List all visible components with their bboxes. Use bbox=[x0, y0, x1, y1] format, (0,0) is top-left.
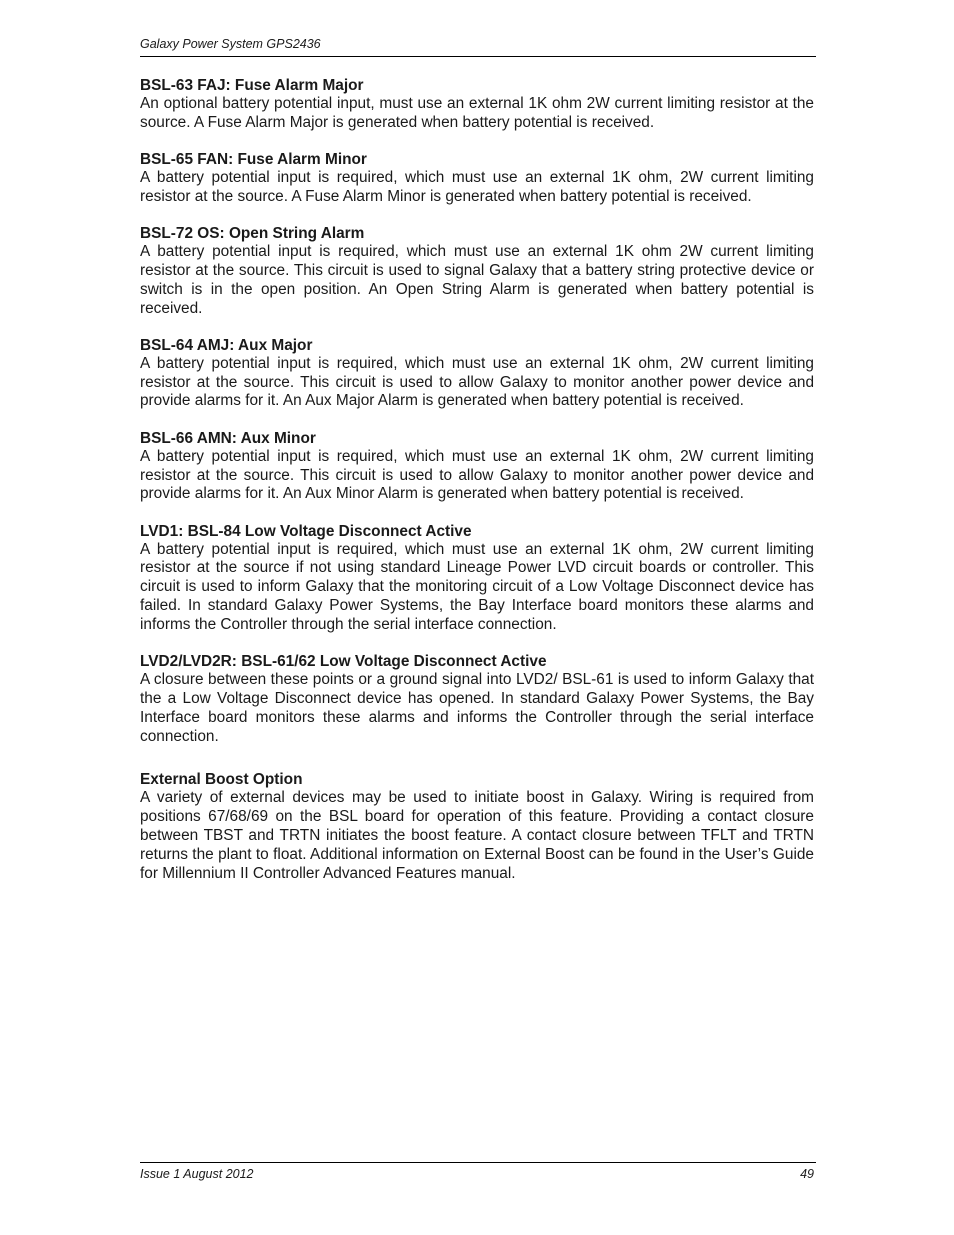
section-lvd2 bbox=[140, 652, 814, 746]
section-heading: LVD1: BSL-84 Low Voltage Disconnect Active bbox=[140, 522, 472, 540]
section-paragraph: An optional battery potential input, must use an external 1K ohm 2W current limiting resistor at the source. A Fuse Alarm Major is generated when battery potential is received. bbox=[140, 95, 814, 131]
section-fuse-alarm-minor bbox=[140, 150, 814, 207]
section-heading: BSL-66 AMN: Aux Minor bbox=[140, 429, 316, 447]
section-open-string-alarm bbox=[140, 224, 814, 318]
section-paragraph: A battery potential input is required, which must use an external 1K ohm, 2W current limiting resistor at the source. This circuit is used to allow Galaxy to monitor another power device and provide alarms for it. An Aux Minor Alarm is generated when battery potential is received. bbox=[140, 447, 814, 503]
page-footer bbox=[140, 1162, 816, 1185]
page-header bbox=[140, 36, 816, 57]
section-fuse-alarm-major bbox=[140, 76, 814, 133]
section-external-boost bbox=[140, 770, 814, 883]
section-paragraph: A battery potential input is required, which must use an external 1K ohm 2W current limiting resistor at the source. This circuit is used to signal Galaxy that a battery string protective device or switch is in the open position. An Open String Alarm is generated when battery potential is received. bbox=[140, 243, 814, 317]
section-heading: BSL-65 FAN: Fuse Alarm Minor bbox=[140, 151, 367, 169]
section-paragraph: A closure between these points or a ground signal into LVD2/ BSL-61 is used to inform Galaxy that the a Low Voltage Disconnect device has opened. In standard Galaxy Power Systems, the Bay Interface board monitors these alarms and informs the Controller through the serial interface connection. bbox=[140, 671, 814, 745]
section-paragraph: A battery potential input is required, which must use an external 1K ohm, 2W current limiting resistor at the source. A Fuse Alarm Minor is generated when battery potential is received. bbox=[140, 169, 814, 205]
section-paragraph: A battery potential input is required, which must use an external 1K ohm, 2W current limiting resistor at the source. This circuit is used to allow Galaxy to monitor another power device and provide alarms for it. An Aux Major Alarm is generated when battery potential is received. bbox=[140, 354, 814, 410]
section-aux-minor bbox=[140, 429, 814, 504]
section-heading: BSL-72 OS: Open String Alarm bbox=[140, 225, 365, 243]
issue-date: Issue 1 August 2012 bbox=[140, 1167, 254, 1181]
document-body bbox=[140, 76, 814, 901]
section-heading: LVD2/LVD2R: BSL-61/62 Low Voltage Disconnect Active bbox=[140, 653, 547, 671]
page-number: 49 bbox=[800, 1167, 814, 1181]
section-heading: BSL-64 AMJ: Aux Major bbox=[140, 336, 313, 354]
section-paragraph: A variety of external devices may be used to initiate boost in Galaxy. Wiring is required from positions 67/68/69 on the BSL board for operation of this feature. Providing a contact closure between TBST and TRTN initiates the boost feature. A contact closure between TFLT and TRTN returns the plant to float. Additional information on External Boost can be found in the User’s Guide for Millennium II Controller Advanced Features manual. bbox=[140, 789, 814, 882]
section-heading: External Boost Option bbox=[140, 771, 303, 789]
section-lvd1 bbox=[140, 522, 814, 635]
section-paragraph: A battery potential input is required, which must use an external 1K ohm, 2W current limiting resistor at the source if not using standard Lineage Power LVD circuit boards or controller. This circuit is used to inform Galaxy that the monitoring circuit of a Low Voltage Disconnect device has failed. In standard Galaxy Power Systems, the Bay Interface board monitors these alarms and informs the Controller through the serial interface connection. bbox=[140, 540, 814, 633]
section-heading: BSL-63 FAJ: Fuse Alarm Major bbox=[140, 77, 364, 94]
document-title: Galaxy Power System GPS2436 bbox=[140, 37, 321, 51]
section-aux-major bbox=[140, 336, 814, 411]
